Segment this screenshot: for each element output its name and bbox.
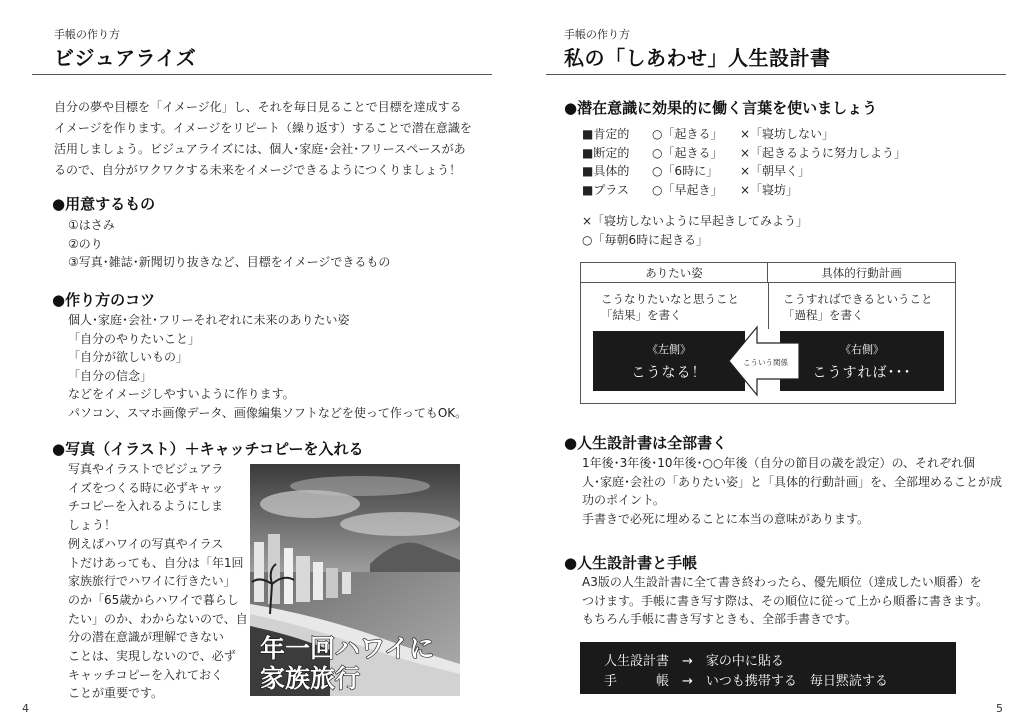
tips-heading: ●作り方のコツ xyxy=(52,291,156,309)
left-page-number: 4 xyxy=(22,702,29,715)
text-line: もちろん手帳に書き写すときも、全部手書きです。 xyxy=(582,612,858,626)
intro-line: るので、自分がワクワクする未来をイメージできるようにつくりましょう！ xyxy=(54,163,462,177)
word-label: ■肯定的 xyxy=(582,127,630,141)
word-label: ■具体的 xyxy=(582,164,630,178)
text-line: 人･家庭･会社の「ありたい姿」と「具体的行動計画」を、全部埋めることが成 xyxy=(582,474,1003,489)
word-good: ○「起きる」 xyxy=(652,145,723,160)
text-line: ことが重要です。 xyxy=(68,686,164,701)
list-item: 「自分のやりたいこと」 xyxy=(68,331,201,346)
words-table xyxy=(582,125,942,199)
photo-caption-line: 家族旅行 xyxy=(260,664,361,693)
example-line: ○「毎朝6時に起きる」 xyxy=(582,232,709,247)
intro-line: イメージを作ります。イメージをリピート（繰り返す）することで潜在意識を xyxy=(54,121,472,135)
comparison-header-right: 具体的行動計画 xyxy=(768,263,955,283)
list-item: 個人･家庭･会社･フリーそれぞれに未来のありたい姿 xyxy=(68,313,350,327)
notebook-heading: ●人生設計書と手帳 xyxy=(564,554,698,572)
word-good: ○「早起き」 xyxy=(652,182,723,197)
summary-row: 人生設計書 → 家の中に貼る xyxy=(604,654,784,669)
all-text xyxy=(582,454,1002,528)
comparison-header-left: ありたい姿 xyxy=(581,263,768,283)
photo-text xyxy=(68,460,248,703)
desc-line: こうなりたいなと思うこと xyxy=(601,292,739,306)
right-title: 私の「しあわせ」人生設計書 xyxy=(564,46,831,70)
text-line: A3版の人生設計書に全て書き終わったら、優先順位（達成したい順番）を xyxy=(582,575,982,589)
right-page-number: 5 xyxy=(996,702,1003,715)
word-good: ○「6時に」 xyxy=(652,164,719,178)
word-bad: ×「寝坊」 xyxy=(740,182,799,197)
photo-heading: ●写真（イラスト）＋キャッチコピーを入れる xyxy=(52,440,364,458)
summary-box xyxy=(580,642,956,694)
example-line: ×「寝坊しないように早起きしてみよう」 xyxy=(582,214,809,228)
intro-line: 自分の夢や目標を「イメージ化」し、それを毎日見ることで目標を達成する xyxy=(54,100,462,114)
text-line: ことは、実現しないので、必ず xyxy=(68,649,236,664)
comparison-box-right xyxy=(780,331,944,391)
word-bad: ×「起きるように努力しよう」 xyxy=(740,145,907,160)
materials-heading: ●用意するもの xyxy=(52,195,156,213)
comparison-left-big: こうなる！ xyxy=(631,365,707,381)
right-kicker: 手帳の作り方 xyxy=(564,28,630,41)
word-label: ■断定的 xyxy=(582,145,630,160)
desc-line: 「結果」を書く xyxy=(601,308,682,322)
left-title: ビジュアライズ xyxy=(54,46,197,70)
text-line: つけます。手帳に書き写す際は、その順位に従って上から順番に書きます。 xyxy=(582,593,989,608)
text-line: トだけあっても、自分は「年1回 xyxy=(68,555,244,570)
text-line: 1年後･3年後･10年後･○○年後（自分の節目の歳を設定）の、それぞれ個 xyxy=(582,456,976,470)
list-item: パソコン、スマホ画像データ、画像編集ソフトなどを使って作ってもOK。 xyxy=(68,405,468,420)
comparison-right-side: 《右側》 xyxy=(840,343,884,356)
left-intro xyxy=(54,97,472,181)
words-row xyxy=(582,162,942,181)
summary-row: 手 帳 → いつも携帯する 毎日黙読する xyxy=(604,674,888,689)
arrow-label: こういう関係 xyxy=(743,358,788,367)
words-row xyxy=(582,125,942,144)
desc-line: こうすればできるということ xyxy=(783,292,933,306)
text-line: しょう！ xyxy=(68,518,117,533)
right-title-rule xyxy=(546,74,1006,75)
list-item: 「自分の信念」 xyxy=(68,368,153,383)
comparison-divider xyxy=(768,283,769,329)
word-examples xyxy=(582,212,808,249)
intro-line: 活用しましょう。ビジュアライズには、個人･家庭･会社･フリースペースがあ xyxy=(54,142,466,156)
left-title-rule xyxy=(32,74,492,75)
left-kicker: 手帳の作り方 xyxy=(54,28,120,41)
list-item: などをイメージしやすいように作ります。 xyxy=(68,387,295,401)
list-item: ①はさみ xyxy=(68,218,115,232)
text-line: のか「65歳からハワイで暮らし xyxy=(68,592,239,607)
photo-caption xyxy=(260,634,434,694)
tips-list xyxy=(68,311,467,422)
comparison-box-left xyxy=(593,331,745,391)
notebook-text xyxy=(582,573,988,629)
text-line: イズをつくる時に必ずキャッ xyxy=(68,480,224,495)
word-good: ○「起きる」 xyxy=(652,127,723,141)
list-item: 「自分が欲しいもの」 xyxy=(68,350,189,364)
word-bad: ×「朝早く」 xyxy=(740,164,811,178)
comparison-desc-left xyxy=(601,291,739,323)
list-item: ②のり xyxy=(68,236,103,251)
text-line: チコピーを入れるようにしま xyxy=(68,499,224,514)
comparison-desc-right xyxy=(783,291,933,323)
text-line: 功のポイント。 xyxy=(582,493,665,507)
text-line: 分の潜在意識が理解できない xyxy=(68,630,225,645)
materials-list xyxy=(68,216,390,272)
word-bad: ×「寝坊しない」 xyxy=(740,127,835,141)
photo-caption-line: 年一回ハワイに xyxy=(260,634,435,663)
hawaii-photo xyxy=(250,464,460,696)
desc-line: 「過程」を書く xyxy=(783,308,864,322)
comparison-table xyxy=(580,262,956,404)
words-row xyxy=(582,181,942,200)
text-line: 家族旅行でハワイに行きたい」 xyxy=(68,574,236,589)
words-heading: ●潜在意識に効果的に働く言葉を使いましょう xyxy=(564,99,878,117)
words-row xyxy=(582,144,942,163)
list-item: ③写真･雑誌･新聞切り抜きなど、目標をイメージできるもの xyxy=(68,255,391,269)
word-label: ■プラス xyxy=(582,182,629,197)
comparison-right-big: こうすれば･･･ xyxy=(812,365,912,381)
text-line: 例えばハワイの写真やイラス xyxy=(68,536,224,551)
text-line: 写真やイラストでビジュアラ xyxy=(68,462,224,476)
comparison-left-side: 《左側》 xyxy=(647,343,691,356)
text-line: キャッチコピーを入れておく xyxy=(68,667,224,682)
text-line: 手書きで必死に埋めることに本当の意味があります。 xyxy=(582,511,870,526)
all-heading: ●人生設計書は全部書く xyxy=(564,434,728,452)
text-line: たい」のか、わからないので、自 xyxy=(68,611,248,626)
